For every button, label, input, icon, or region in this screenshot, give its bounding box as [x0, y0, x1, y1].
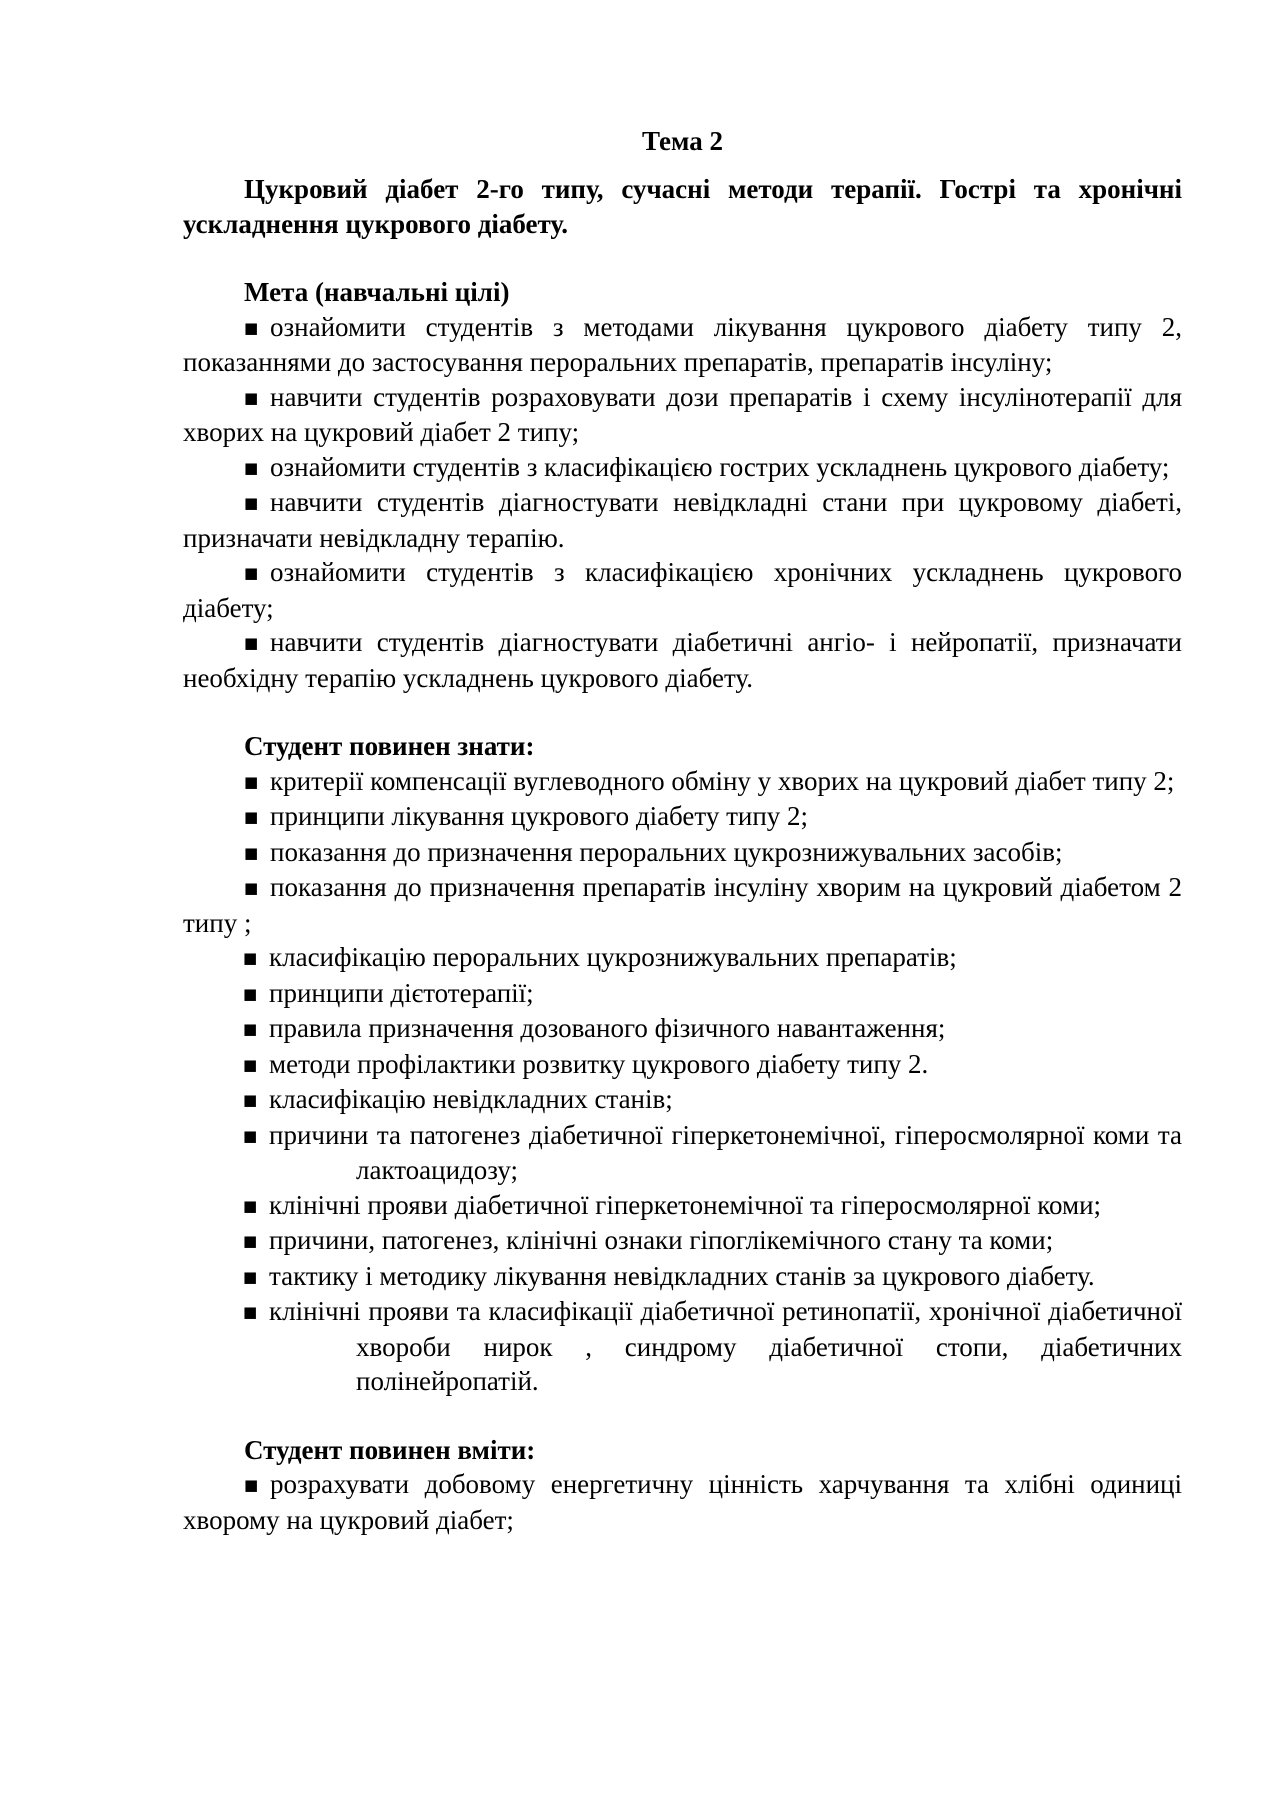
square-bullet-icon: ■	[244, 808, 259, 826]
know-list-b	[183, 940, 1182, 1399]
list-item: ■ ознайомити студентів з методами лікування цукрового діабету типу 2, показаннями до застосування пероральних препаратів, препаратів інсуліну;	[183, 311, 1182, 377]
square-bullet-icon: ■	[244, 843, 259, 862]
list-item: ■ показання до призначення препаратів інсуліну хворим на цукровий діабетом 2 типу ;	[183, 872, 1182, 938]
square-bullet-icon: ■	[244, 634, 259, 652]
square-bullet-icon: ■	[244, 564, 259, 582]
square-bullet-icon: ■	[244, 318, 259, 337]
able-heading: Студент повинен вміти:	[244, 1434, 536, 1465]
square-bullet-icon: ■	[244, 494, 259, 512]
square-bullet-icon: ■	[243, 1055, 258, 1074]
topic-subtitle: Цукровий діабет 2-го типу, сучасні методи терапії. Гострі та хронічні ускладнення цукрового діабету.	[183, 174, 1182, 239]
list-item: ■ тактику і методику лікування невідкладних станів за цукрового діабету.	[183, 1259, 1182, 1295]
square-bullet-icon: ■	[244, 879, 259, 897]
goals-list	[183, 310, 1182, 696]
square-bullet-icon: ■	[243, 1232, 258, 1250]
square-bullet-icon: ■	[243, 1091, 258, 1109]
square-bullet-icon: ■	[243, 1020, 258, 1038]
square-bullet-icon: ■	[244, 388, 259, 407]
list-item: ■ критерії компенсації вуглеводного обміну у хворих на цукровий діабет типу 2;	[183, 764, 1182, 800]
list-item: ■ причини, патогенез, клінічні ознаки гіпоглікемічного стану та коми;	[183, 1223, 1182, 1259]
document-page	[183, 120, 1182, 1537]
list-item: ■ причини та патогенез діабетичної гіперкетонемічної, гіперосмолярної коми та лактоацидозу;	[243, 1119, 1182, 1185]
list-item: ■ клінічні прояви діабетичної гіперкетонемічної та гіперосмолярної коми;	[183, 1188, 1182, 1224]
know-heading: Студент повинен знати:	[244, 731, 535, 761]
square-bullet-icon: ■	[244, 772, 259, 791]
square-bullet-icon: ■	[243, 1267, 258, 1286]
know-list-a	[183, 764, 1182, 941]
goals-heading: Мета (навчальні цілі)	[244, 277, 510, 307]
able-list	[183, 1467, 1182, 1537]
list-item: ■ показання до призначення пероральних цукрознижувальних засобів;	[183, 835, 1182, 871]
square-bullet-icon: ■	[243, 1126, 258, 1145]
square-bullet-icon: ■	[243, 1196, 258, 1215]
list-item: ■ клінічні прояви та класифікації діабетичної ретинопатії, хронічної діабетичної хвороби нирок , синдрому діабетичної стопи, діабетичних полінейропатій.	[243, 1296, 1182, 1396]
list-item: ■ класифікацію невідкладних станів;	[183, 1082, 1182, 1118]
list-item: ■ розрахувати добовому енергетичну цінність харчування та хлібні одиниці хворому на цукровий діабет;	[183, 1469, 1182, 1535]
list-item: ■ класифікацію пероральних цукрознижувальних препаратів;	[183, 940, 1182, 976]
square-bullet-icon: ■	[243, 949, 258, 967]
list-item: ■ правила призначення дозованого фізичного навантаження;	[183, 1011, 1182, 1047]
square-bullet-icon: ■	[244, 1476, 259, 1494]
square-bullet-icon: ■	[243, 1303, 258, 1321]
list-item: ■ навчити студентів розраховувати дози препаратів і схему інсулінотерапії для хворих на цукровий діабет 2 типу;	[183, 381, 1182, 447]
topic-title: Тема 2	[642, 126, 723, 156]
square-bullet-icon: ■	[243, 984, 258, 1003]
list-item: ■ навчити студентів діагностувати діабетичні ангіо- і нейропатії, призначати необхідну терапію ускладнень цукрового діабету.	[183, 627, 1182, 693]
list-item: ■ ознайомити студентів з класифікацією гострих ускладнень цукрового діабету;	[183, 450, 1182, 486]
list-item: ■ принципи лікування цукрового діабету типу 2;	[183, 799, 1182, 835]
list-item: ■ методи профілактики розвитку цукрового діабету типу 2.	[183, 1047, 1182, 1083]
list-item: ■ ознайомити студентів з класифікацією хронічних ускладнень цукрового діабету;	[183, 557, 1182, 623]
list-item: ■ принципи дієтотерапії;	[183, 976, 1182, 1012]
list-item: ■ навчити студентів діагностувати невідкладні стани при цукровому діабеті, призначати невідкладну терапію.	[183, 487, 1182, 553]
square-bullet-icon: ■	[244, 458, 259, 477]
